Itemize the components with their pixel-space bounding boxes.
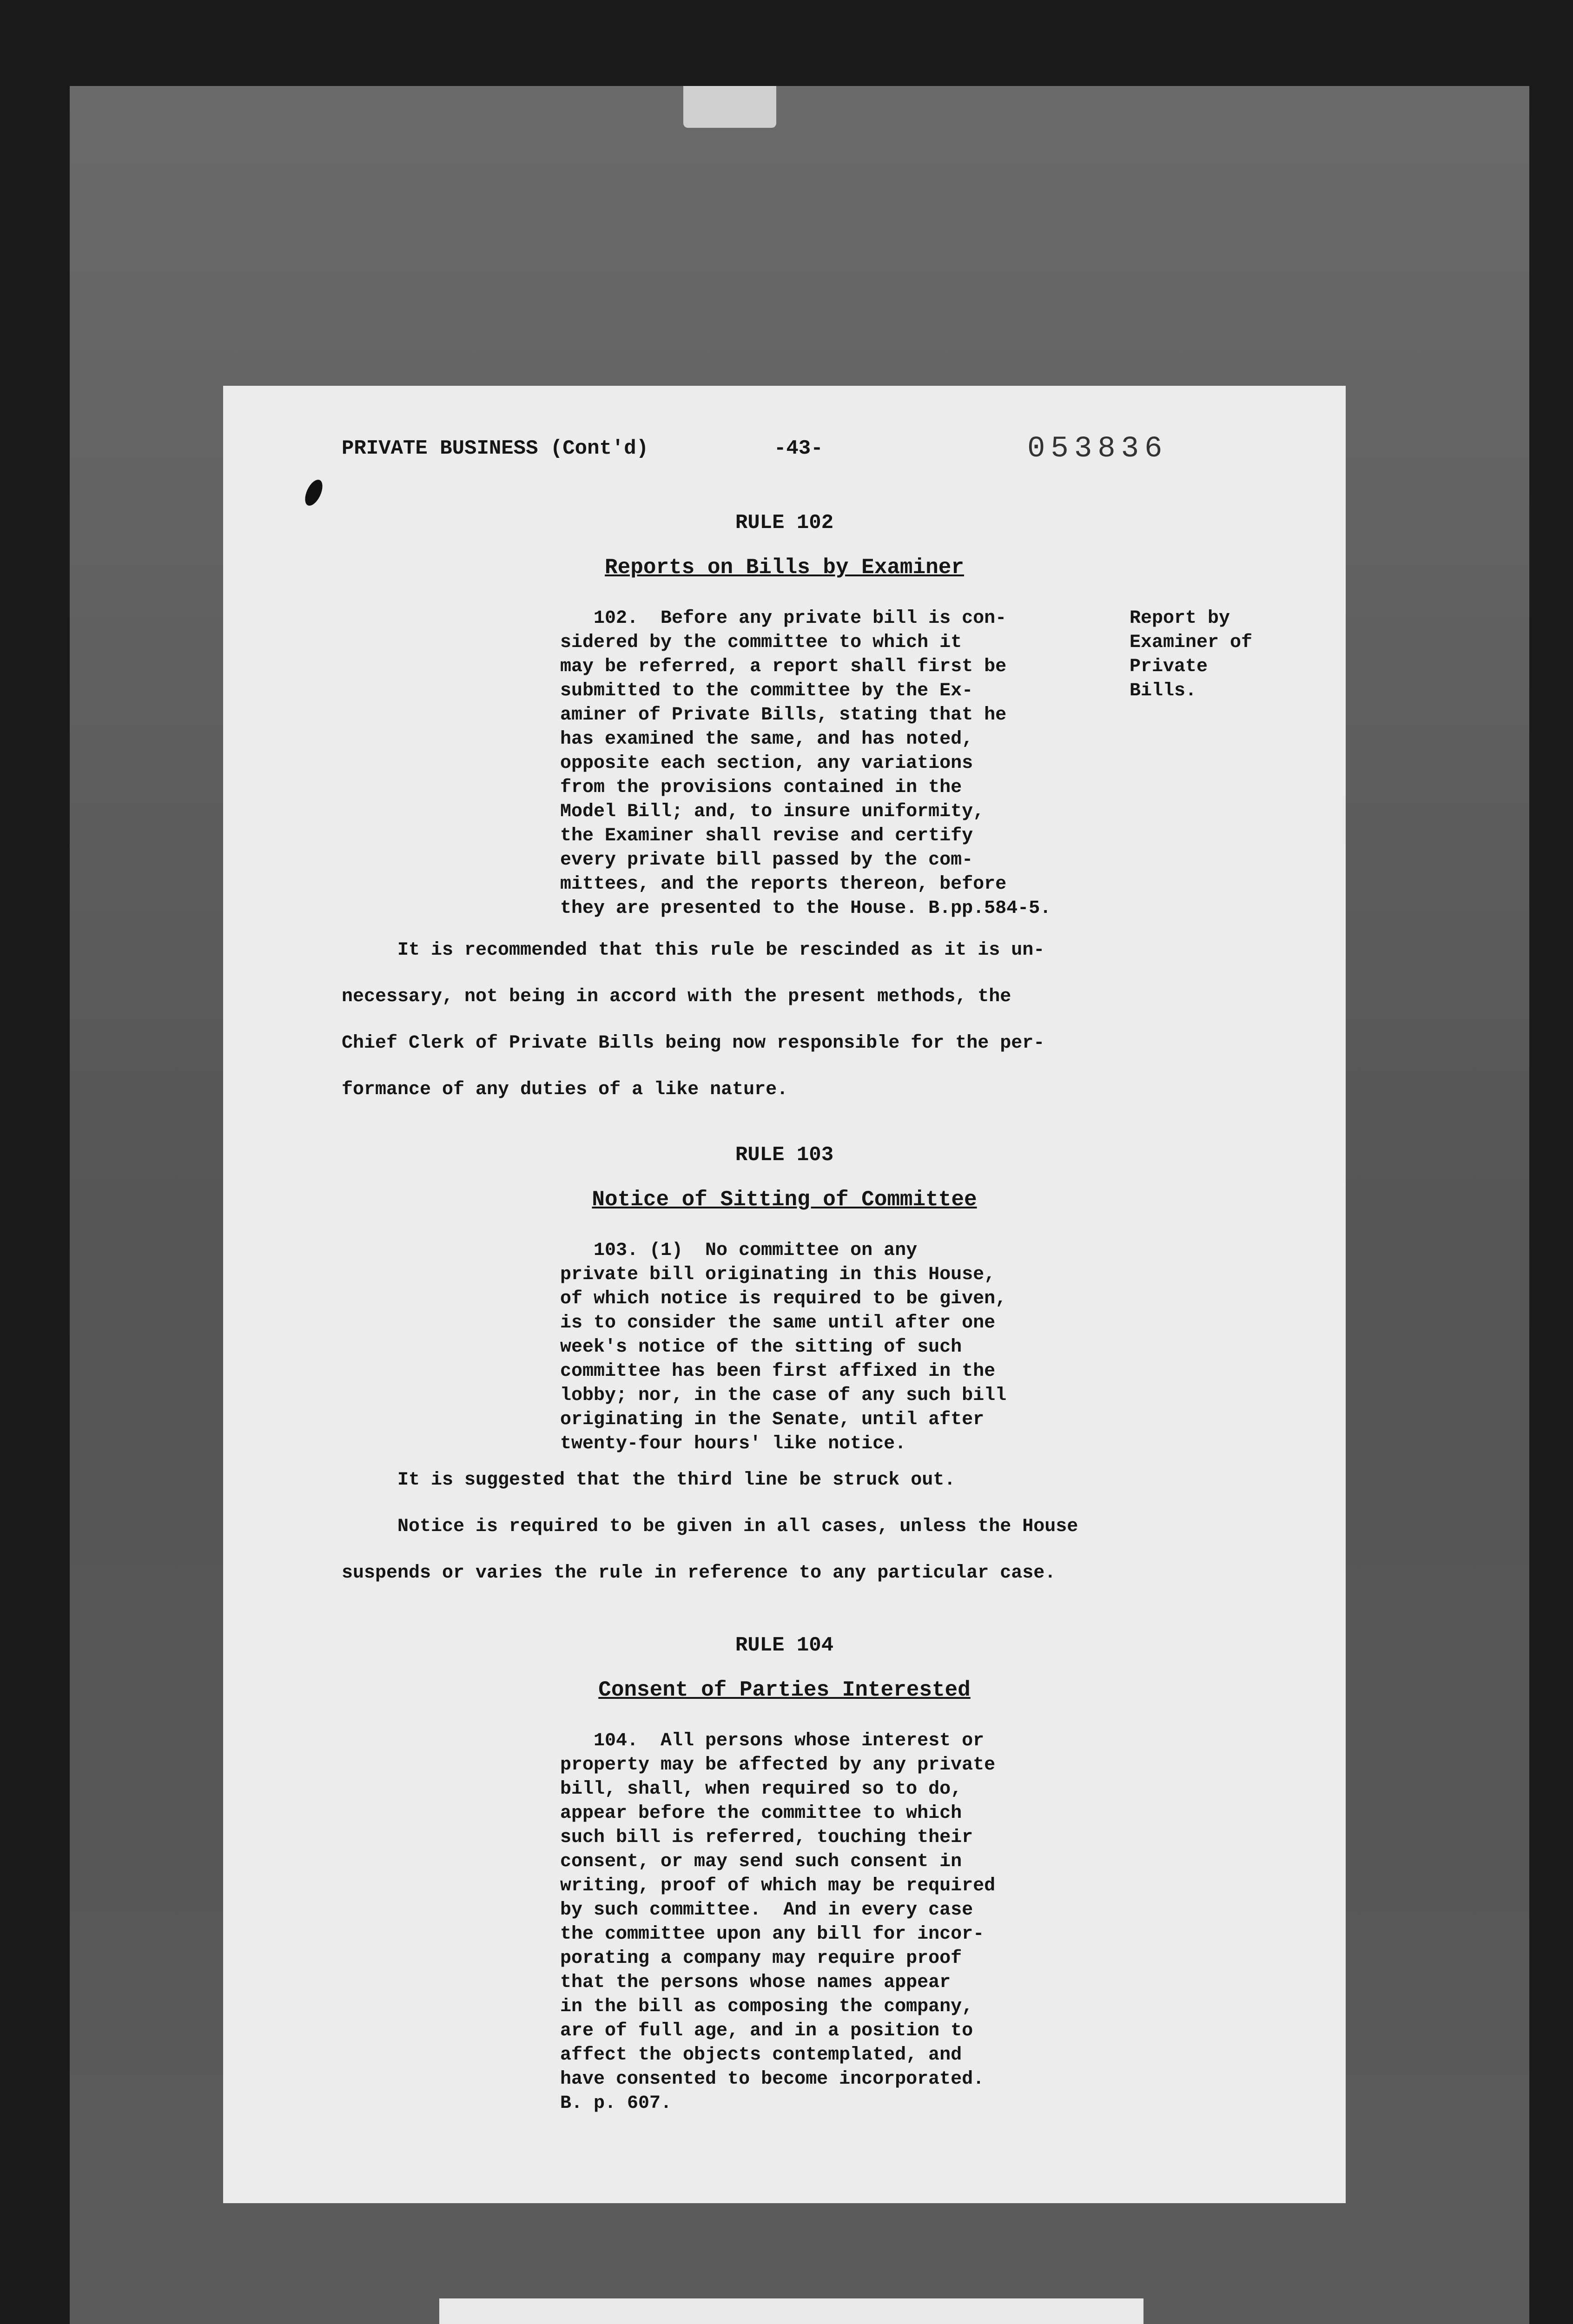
stamp-number: 053836 (1027, 432, 1168, 466)
page-number: -43- (774, 437, 823, 460)
rule-103-title: Notice of Sitting of Committee (592, 1188, 977, 1212)
rule-103-comment: It is suggested that the third line be struck out. Notice is required to be given in all cases, unless the House suspends or varies the rule in reference to any particular case. (342, 1470, 1078, 1584)
rule-103-text: 103. (1) No committee on any private bill originating in this House, of which notice is required to be given, is to consider the same until after one week's notice of the sitting of such committee has been first affixed in the lobby; nor, in the case of any such bill originating in the Senate, until after twenty-four hours' like notice. (560, 1240, 1007, 1454)
header-left: PRIVATE BUSINESS (Cont'd) (342, 437, 649, 460)
rule-102-title: Reports on Bills by Examiner (605, 555, 964, 580)
rule-104-text: 104. All persons whose interest or property may be affected by any private bill, shall, when required so to do, appear before the committee to which such bill is referred, touching their consent, or may send such consent in writing, proof of which may be required by such committee. And in every case the committee upon any bill for incor- porating a company may require proof that the persons whose names appear in the bill as composing the company, are of full age, and in a position to affect the objects contemplated, and have consented to become incorporated. B. p. 607. (560, 1730, 996, 2114)
archive-tab (439, 2298, 1143, 2324)
paper-clip (683, 86, 776, 128)
document-page (223, 386, 1346, 2203)
rule-102-margin-note: Report by Examiner of Private Bills. (1130, 608, 1253, 701)
rule-102-text: 102. Before any private bill is con- sidered by the committee to which it may be referred, a report shall first be submitted to the committee by the Ex- aminer of Private Bills, stating that he has examined the same, and has noted, opposite each section, any variations from the provisions contained in the Model Bill; and, to insure uniformity, the Examiner shall revise and certify every private bill passed by the com- mittees, and the reports thereon, before they are presented to the House. B.pp.584-5. (560, 608, 1051, 919)
rule-102-comment: It is recommended that this rule be rescinded as it is un- necessary, not being in accord with the present methods, the Chief Clerk of Private Bills being now responsible for the per- formance of any duties of a like nature. (342, 940, 1045, 1100)
rule-104-heading: RULE 104 (735, 1634, 834, 1657)
page-header (223, 432, 1346, 474)
rule-103-heading: RULE 103 (735, 1143, 834, 1167)
rule-102-heading: RULE 102 (735, 511, 834, 535)
ink-mark (302, 477, 326, 508)
rule-104-title: Consent of Parties Interested (598, 1678, 971, 1702)
